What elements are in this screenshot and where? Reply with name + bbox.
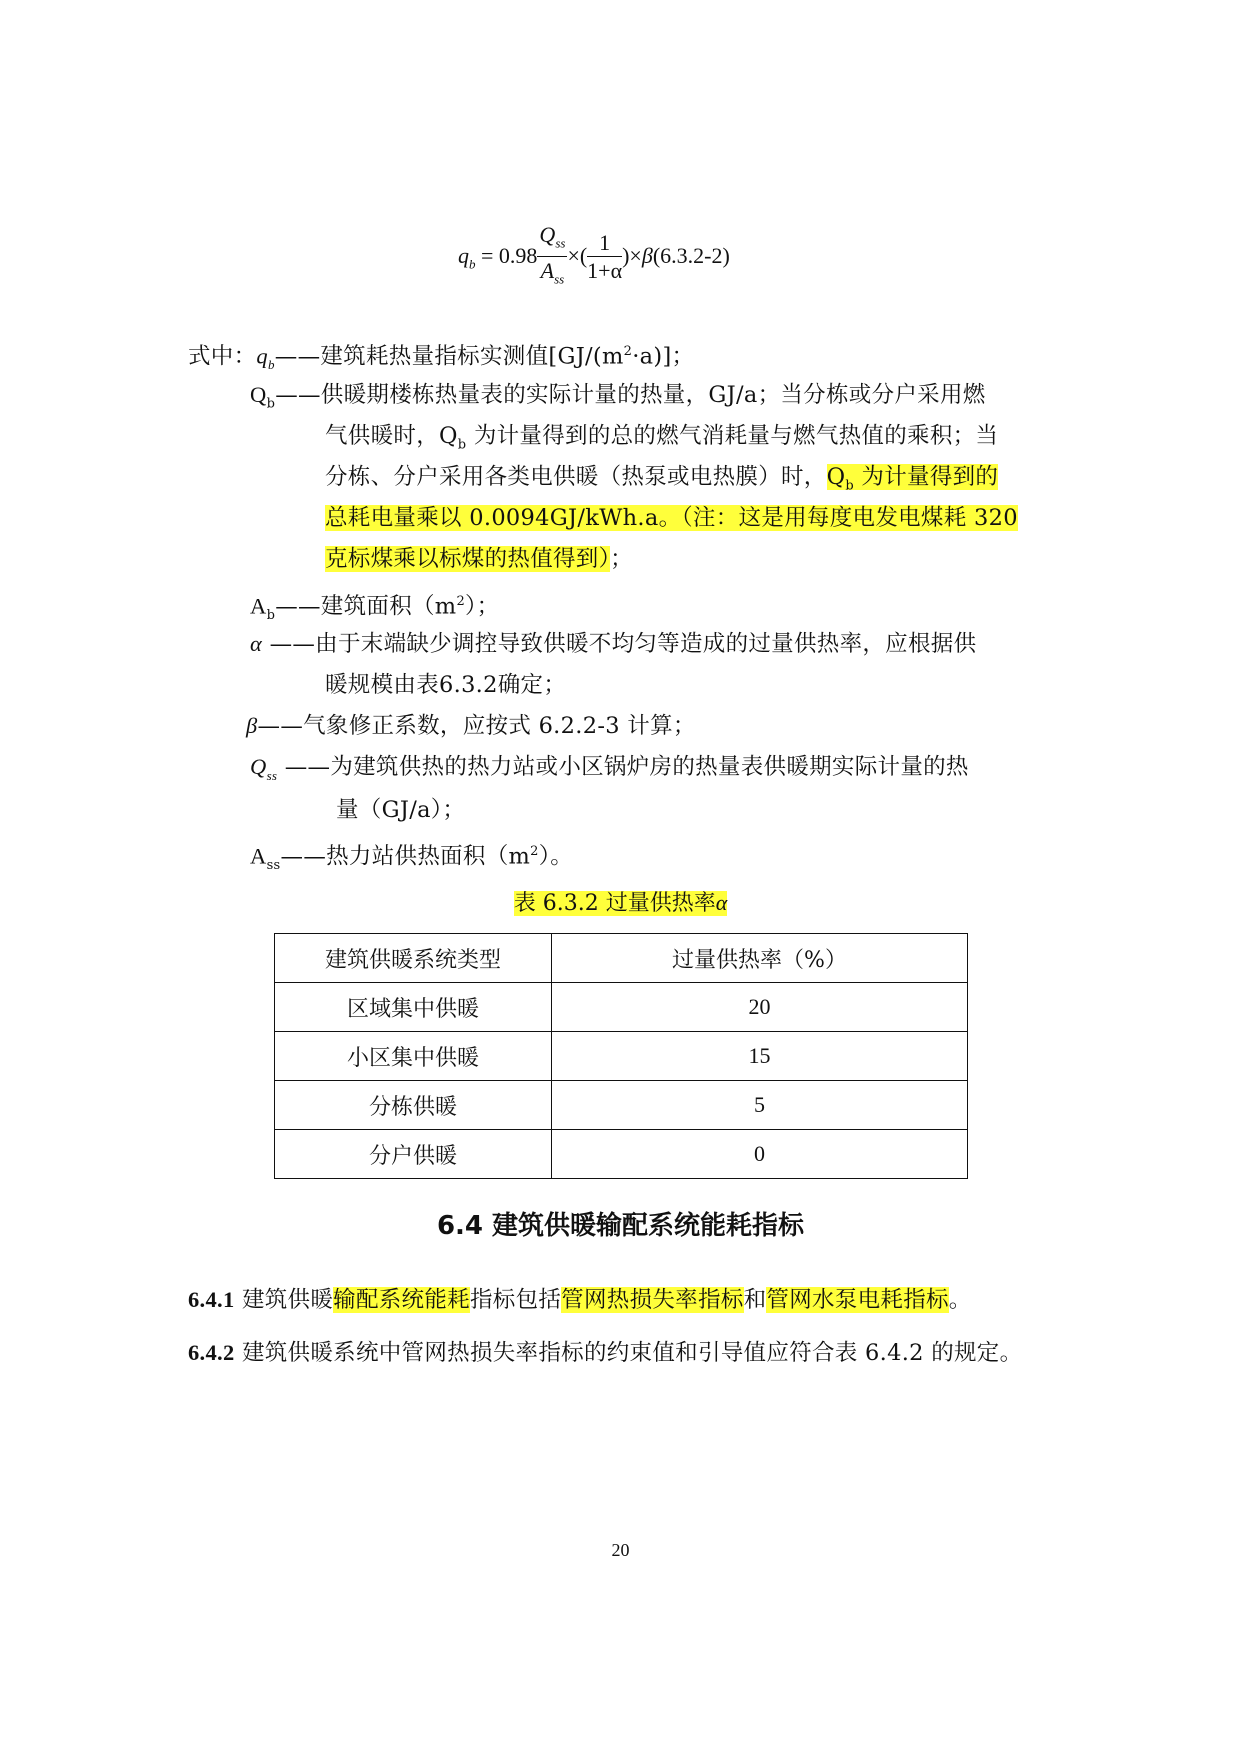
highlight-note: 总耗电量乘以 0.0094GJ/kWh.a。（注：这是用每度电发电煤耗 320 [325,505,1018,531]
def-Qss-line2: 量（GJ/a）； [336,797,466,823]
table-cell-type: 分户供暖 [275,1130,552,1179]
table-row [275,1081,968,1130]
def-Qss-line1: $Q_{ss}$ ——为建筑供热的热力站或小区锅炉房的热量表供暖期实际计量的热 [250,754,969,783]
def-Qb-line1: $Q_b——$供暖期楼栋热量表的实际计量的热量，GJ/a；当分栋或分户采用燃 [250,382,986,412]
def-Ass: $A_{ss}——$热力站供热面积$(m^2)$。 [250,843,574,873]
table-cell-rate: 5 [552,1081,968,1130]
equation-number: (6.3.2-2) [652,242,730,268]
formula-fraction-2: $\frac{1}{1+\alpha}$ [587,230,623,284]
table-header-row [275,934,968,983]
page-number: 20 [611,1540,630,1560]
clause-6-4-2: 6.4.2 建筑供暖系统中管网热损失率指标的约束值和引导值应符合表 6.4.2 的规定。 [188,1340,1023,1366]
def-Qb-line5: 克标煤乘以标煤的热值得到）； [325,546,633,572]
table-cell-rate: 15 [552,1032,968,1081]
table-cell-type: 分栋供暖 [275,1081,552,1130]
table-header-rate: 过量供热率（%） [552,934,968,983]
clause-6-4-1: 6.4.1 建筑供暖输配系统能耗指标包括管网热损失率指标和管网水泵电耗指标。 [188,1287,972,1313]
table-row [275,983,968,1032]
def-beta: β——气象修正系数，应按式 6.2.2-3 计算； [246,713,696,739]
def-alpha-line2: 暖规模由表6.3.2确定； [325,672,567,698]
def-Qb-line2: 气供暖时，$Q_b$ 为计量得到的总的燃气消耗量与燃气热值的乘积；当 [325,423,999,453]
table-header-type: 建筑供暖系统类型 [275,934,552,983]
table-caption: 表 6.3.2 过量供热率α [513,890,728,916]
def-Qb-line4 [325,498,1018,538]
formula-beta: β [641,242,653,268]
table-cell-type: 小区集中供暖 [275,1032,552,1081]
def-qb: 式中：$q_b——$建筑耗热量指标实测值$[GJ/(m^2\cdot a)]$； [188,343,695,372]
overheat-rate-table [274,933,968,1179]
formula-coef: = 0.98 [475,242,538,268]
table-cell-rate: 0 [552,1130,968,1179]
section-heading-6-4: 6.4 建筑供暖输配系统能耗指标 [436,1211,805,1241]
formula-fraction-1: $\frac{Q_{ss}}{A_{ss}}$ [539,222,566,287]
table-row [275,1130,968,1179]
formula-lhs: q [458,242,469,268]
table-cell-type: 区域集中供暖 [275,983,552,1032]
formula-6-3-2-2: $q_b = 0.98$ $\frac{Q_{ss}}{A_{ss}}$ ×( $\frac{1}{1+\alpha}$ )×β(6.3.2-2) [458,222,788,294]
def-Qb-line3: 分栋、分户采用各类电供暖（热泵或电热膜）时，$Q_b$ 为计量得到的 [325,464,999,494]
def-alpha-line1: α ——由于末端缺少调控导致供暖不均匀等造成的过量供热率，应根据供 [250,631,977,657]
table-row [275,1032,968,1081]
def-Ab: $A_b——$建筑面积$(m^2)$； [250,593,500,623]
table-cell-rate: 20 [552,983,968,1032]
